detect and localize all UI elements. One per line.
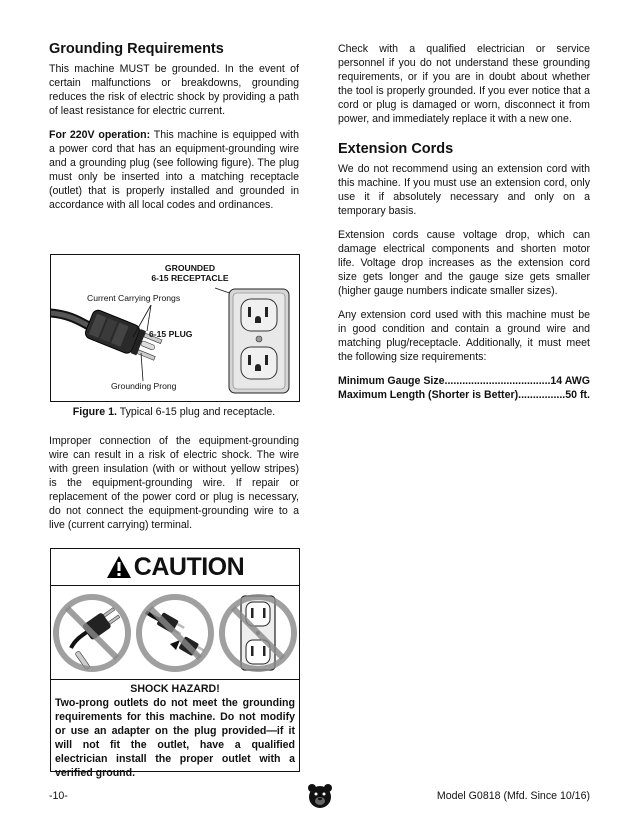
- caution-word: CAUTION: [133, 552, 245, 581]
- caution-header: [51, 549, 299, 586]
- model-info: Model G0818 (Mfd. Since 10/16): [436, 790, 590, 802]
- grounding-para-1: This machine MUST be grounded. In the event of certain malfunctions or breakdowns, grounding reduces the risk of electric shock by providing a path of least resistance for electric current.: [49, 63, 299, 117]
- receptacle-label: [135, 263, 245, 283]
- left-column-lower: [49, 434, 299, 542]
- spec-max-length: [338, 388, 590, 402]
- caution-text: [51, 680, 299, 780]
- size-requirements: [338, 374, 590, 402]
- grounding-para-2: [49, 128, 299, 212]
- spec-max-length-value: 50 ft.: [565, 389, 590, 401]
- no-two-prong-outlet-icon: [219, 590, 297, 676]
- spec-min-gauge: [338, 374, 590, 388]
- figure-caption-lead: Figure 1.: [72, 406, 117, 418]
- bear-logo-icon: [306, 782, 334, 810]
- figure-caption: [49, 405, 299, 419]
- extension-para-2: Extension cords cause voltage drop, which can damage electrical components and shorten motor life. Voltage drop increases as the extension cord size gets longer and the gauge size gets smaller (higher gauge numbers indicate smaller sizes).: [338, 229, 590, 297]
- grounding-para-3: Improper connection of the equipment-grounding wire can result in a risk of electric shock. The wire with green insulation (with or without yellow stripes) is the equipment-grounding wire. If repair or replacement of the power cord or plug is necessary, do not connect the equipment-grounding wire to a live (current carrying) terminal.: [49, 435, 299, 531]
- operation-text: This machine is equipped with a power cord that has an equipment-grounding wire and a grounding plug (see following figure). The plug must only be inserted into a matching receptacle (outlet) that is properly installed and grounded in accordance with all local codes and ordinances.: [49, 129, 299, 211]
- no-two-prong-plug-icon: [53, 590, 131, 676]
- warning-triangle-icon: [106, 555, 132, 579]
- spec-min-gauge-value: 14 AWG: [550, 375, 590, 387]
- operation-lead: For 220V operation:: [49, 129, 151, 141]
- page-number: -10-: [49, 790, 68, 802]
- caution-body: Two-prong outlets do not meet the grounding requirements for this machine. Do not modify or use an adapter on the plug provided—if it will not fit the outlet, have a qualified electrician install the proper outlet with a verified ground.: [55, 697, 295, 779]
- left-column: [49, 40, 299, 222]
- check-electrician-para: Check with a qualified electrician or service personnel if you do not understand these grounding requirements, or if you are in doubt about whether the tool is properly grounded. If you ever notice that a cord or plug is damaged or worn, disconnect it from power, and immediately replace it with a new one.: [338, 43, 590, 125]
- receptacle-label-line1: GROUNDED: [164, 263, 216, 273]
- no-adapter-icon: [136, 590, 214, 676]
- receptacle-label-line2: 6-15 RECEPTACLE: [151, 273, 229, 283]
- plug-receptacle-figure: [50, 254, 300, 402]
- figure-caption-text: Typical 6-15 plug and receptacle.: [116, 406, 276, 418]
- extension-cords-heading: Extension Cords: [338, 141, 454, 157]
- plug-label: 6-15 PLUG: [149, 329, 193, 339]
- grounding-heading: Grounding Requirements: [49, 41, 224, 57]
- extension-para-3: Any extension cord used with this machine must be in good condition and contain a ground wire and matching plug/receptacle. Additionally, it must meet the following size requirements:: [338, 309, 590, 363]
- caution-title: SHOCK HAZARD!: [130, 683, 220, 695]
- caution-box: [50, 548, 300, 779]
- extension-para-1: We do not recommend using an extension cord with this machine. If you must use an extension cord, only use it if absolutely necessary and only on a temporary basis.: [338, 163, 590, 217]
- caution-pictograms: [51, 586, 299, 680]
- right-column: [338, 42, 590, 402]
- prongs-label: Current Carrying Prongs: [87, 293, 181, 303]
- spec-max-length-label: Maximum Length (Shorter is Better): [338, 389, 519, 401]
- spec-min-gauge-label: Minimum Gauge Size: [338, 375, 445, 387]
- ground-prong-label: Grounding Prong: [111, 381, 177, 391]
